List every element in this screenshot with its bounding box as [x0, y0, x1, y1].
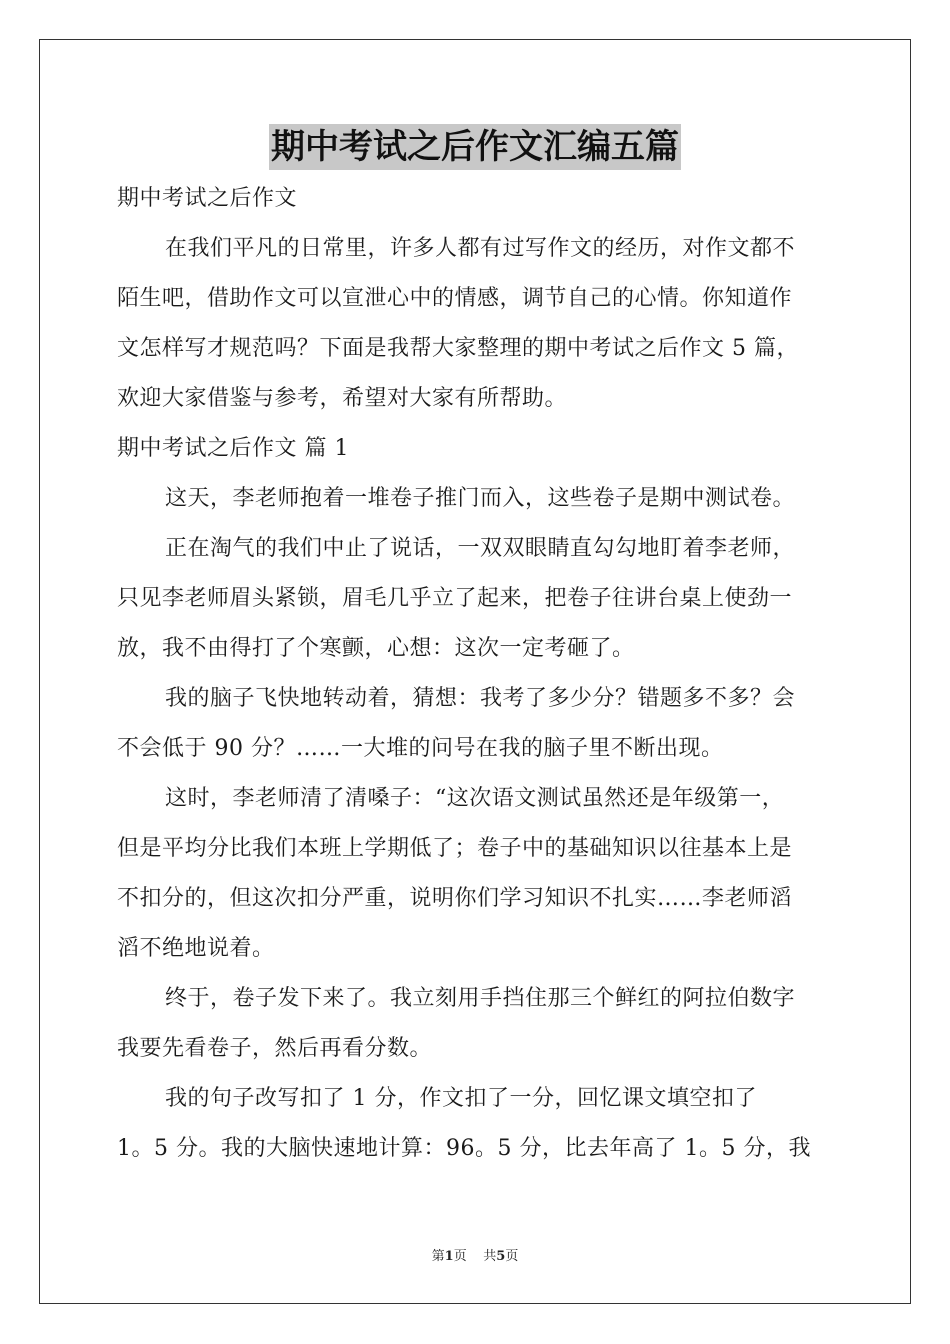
paragraph-line: 陌生吧，借助作文可以宣泄心中的情感，调节自己的心情。你知道作	[117, 286, 793, 311]
paragraph-line: 在我们平凡的日常里，许多人都有过写作文的经历，对作文都不	[165, 236, 796, 261]
title-container	[0, 124, 950, 170]
paragraph-line: 这时，李老师清了清嗓子：“这次语文测试虽然还是年级第一，	[165, 786, 785, 811]
paragraph-line: 不会低于 90 分？……一大堆的问号在我的脑子里不断出现。	[117, 736, 724, 761]
footer-total-prefix: 共	[483, 1249, 497, 1264]
paragraph-line: 我的脑子飞快地转动着，猜想：我考了多少分？错题多不多？会	[165, 686, 796, 711]
paragraph-line: 正在淘气的我们中止了说话，一双双眼睛直勾勾地盯着李老师，	[165, 536, 796, 561]
paragraph-line: 滔不绝地说着。	[117, 936, 275, 961]
section-heading: 期中考试之后作文 篇 1	[117, 436, 349, 461]
footer-page-suffix: 页	[453, 1249, 467, 1264]
paragraph-line: 我的句子改写扣了 1 分，作文扣了一分，回忆课文填空扣了	[165, 1086, 757, 1111]
document-title: 期中考试之后作文汇编五篇	[269, 124, 681, 170]
page-footer	[0, 1245, 950, 1264]
paragraph-line: 我要先看卷子，然后再看分数。	[117, 1036, 433, 1061]
section-heading: 期中考试之后作文	[117, 186, 298, 211]
paragraph-line: 文怎样写才规范吗？下面是我帮大家整理的期中考试之后作文 5 篇，	[117, 336, 799, 361]
paragraph-line: 这天，李老师抱着一堆卷子推门而入，这些卷子是期中测试卷。	[165, 486, 796, 511]
footer-total-suffix: 页	[505, 1249, 519, 1264]
paragraph-line: 但是平均分比我们本班上学期低了；卷子中的基础知识以往基本上是	[117, 836, 793, 861]
footer-page-prefix: 第	[431, 1249, 445, 1264]
paragraph-line: 放，我不由得打了个寒颤，心想：这次一定考砸了。	[117, 636, 635, 661]
paragraph-line: 终于，卷子发下来了。我立刻用手挡住那三个鲜红的阿拉伯数字	[165, 986, 796, 1011]
paragraph-line: 欢迎大家借鉴与参考，希望对大家有所帮助。	[117, 386, 568, 411]
paragraph-line: 1。5 分。我的大脑快速地计算：96。5 分，比去年高了 1。5 分，我	[117, 1136, 811, 1161]
paragraph-line: 只见李老师眉头紧锁，眉毛几乎立了起来，把卷子往讲台桌上使劲一	[117, 586, 793, 611]
paragraph-line: 不扣分的，但这次扣分严重，说明你们学习知识不扎实……李老师滔	[117, 886, 793, 911]
footer-page-number: 1	[444, 1249, 454, 1264]
page-border	[39, 39, 911, 1304]
footer-total-number: 5	[496, 1249, 506, 1264]
